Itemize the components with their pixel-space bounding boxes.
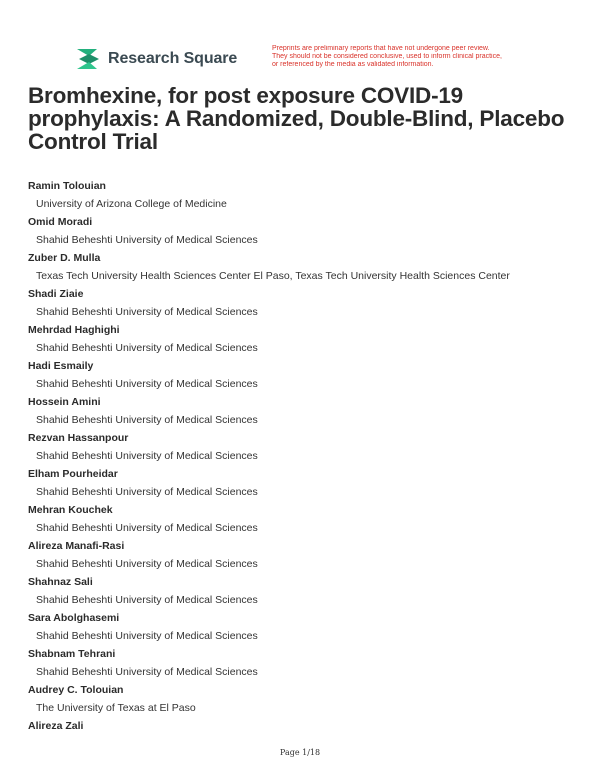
author-affiliation: Shahid Beheshti University of Medical Sciences <box>36 378 258 390</box>
author-affiliation: University of Arizona College of Medicine <box>36 198 227 210</box>
author-entry <box>28 359 588 395</box>
author-name: Audrey C. Tolouian <box>28 684 124 696</box>
preprint-notice <box>272 45 572 69</box>
author-entry <box>28 179 588 215</box>
paper-title: Bromhexine, for post exposure COVID-19 prophylaxis: A Randomized, Double-Blind, Placebo Control Trial <box>28 83 565 154</box>
notice-line: Preprints are preliminary reports that have not undergone peer review. <box>272 45 490 52</box>
author-entry <box>28 611 588 647</box>
author-name: Shabnam Tehrani <box>28 648 116 660</box>
notice-line: They should not be considered conclusive, used to inform clinical practice, <box>272 53 502 60</box>
page-number: Page 1/18 <box>279 748 321 757</box>
author-name: Hossein Amini <box>28 396 101 408</box>
author-entry <box>28 647 588 683</box>
author-name: Shahnaz Sali <box>28 576 93 588</box>
author-affiliation: Shahid Beheshti University of Medical Sciences <box>36 414 258 426</box>
author-affiliation: The University of Texas at El Paso <box>36 702 196 714</box>
author-name: Zuber D. Mulla <box>28 252 101 264</box>
author-name: Mehrdad Haghighi <box>28 324 120 336</box>
author-affiliation: Shahid Beheshti University of Medical Sciences <box>36 342 258 354</box>
author-name: Sara Abolghasemi <box>28 612 120 624</box>
author-entry <box>28 683 588 719</box>
author-name: Hadi Esmaily <box>28 360 94 372</box>
notice-line: or referenced by the media as validated information. <box>272 61 434 68</box>
author-entry <box>28 503 588 539</box>
author-affiliation: Shahid Beheshti University of Medical Sciences <box>36 486 258 498</box>
author-affiliation: Shahid Beheshti University of Medical Sciences <box>36 666 258 678</box>
author-name: Alireza Manafi-Rasi <box>28 540 125 552</box>
author-affiliation: Shahid Beheshti University of Medical Sciences <box>36 450 258 462</box>
author-entry <box>28 431 588 467</box>
author-affiliation: Shahid Beheshti University of Medical Sciences <box>36 558 258 570</box>
author-name: Shadi Ziaie <box>28 288 84 300</box>
research-square-logo-icon <box>75 46 101 72</box>
author-entry <box>28 323 588 359</box>
author-list <box>28 179 588 755</box>
author-name: Ramin Tolouian <box>28 180 106 192</box>
author-name: Elham Pourheidar <box>28 468 118 480</box>
author-entry <box>28 575 588 611</box>
author-name: Rezvan Hassanpour <box>28 432 129 444</box>
author-affiliation: Shahid Beheshti University of Medical Sciences <box>36 594 258 606</box>
author-entry <box>28 251 588 287</box>
logo-text: Research Square <box>108 50 238 67</box>
research-square-logo[interactable] <box>75 46 237 72</box>
author-affiliation: Shahid Beheshti University of Medical Sciences <box>36 522 258 534</box>
author-affiliation: Texas Tech University Health Sciences Center El Paso, Texas Tech University Health Sciences Center <box>36 270 510 282</box>
author-name: Omid Moradi <box>28 216 93 228</box>
author-affiliation: Shahid Beheshti University of Medical Sciences <box>36 234 258 246</box>
author-name: Mehran Kouchek <box>28 504 113 516</box>
author-entry <box>28 539 588 575</box>
author-entry <box>28 215 588 251</box>
author-entry <box>28 467 588 503</box>
page-header <box>0 0 600 80</box>
author-entry <box>28 395 588 431</box>
author-entry <box>28 287 588 323</box>
author-affiliation: Shahid Beheshti University of Medical Sciences <box>36 306 258 318</box>
author-name: Alireza Zali <box>28 720 84 732</box>
author-affiliation: Shahid Beheshti University of Medical Sciences <box>36 630 258 642</box>
